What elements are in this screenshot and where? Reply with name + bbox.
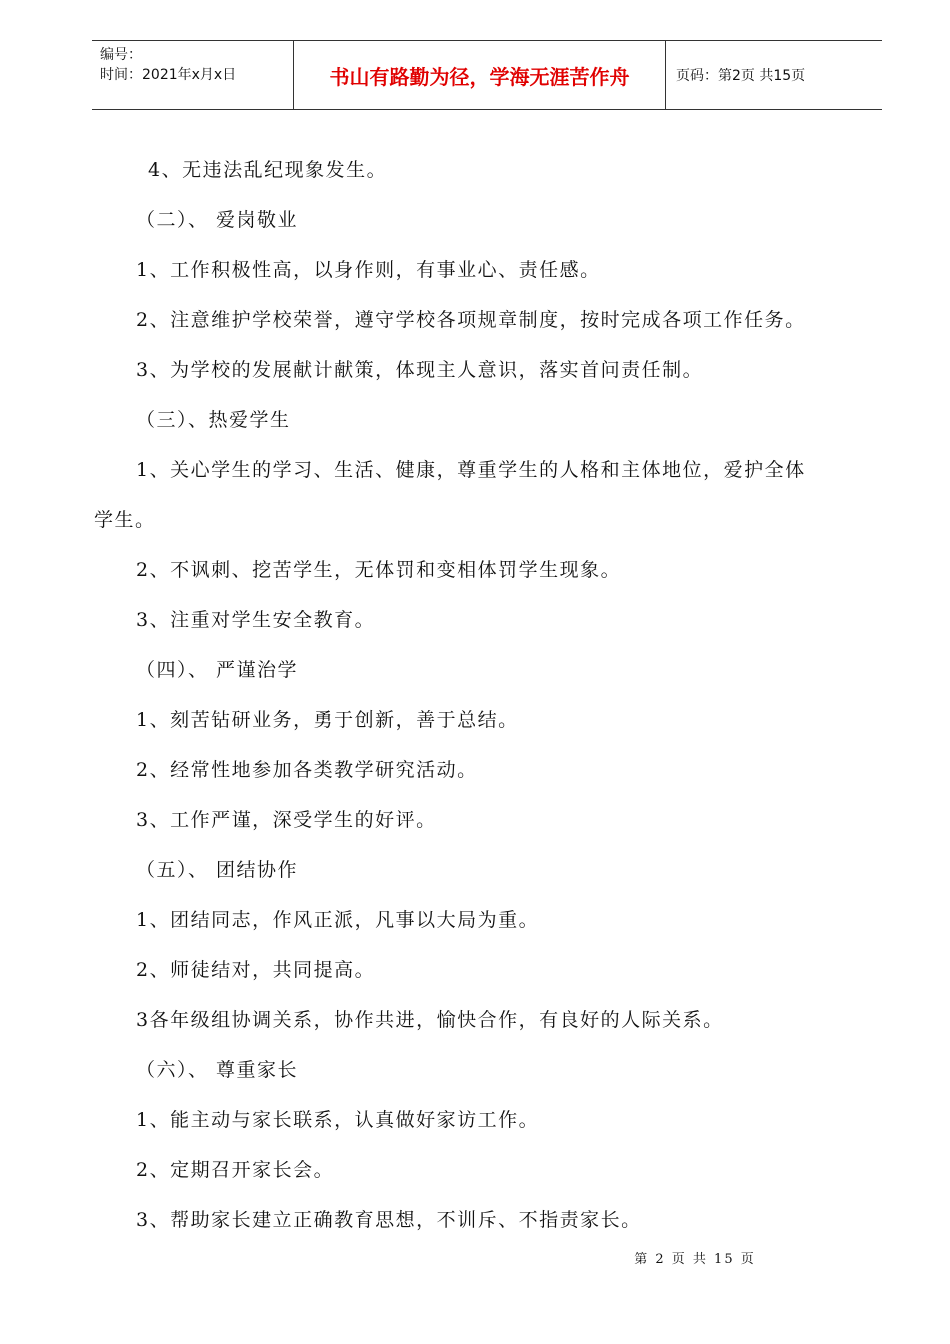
section-heading: （五）、 团结协作 xyxy=(136,859,299,881)
body-line: 1、关心学生的学习、生活、健康，尊重学生的人格和主体地位，爱护全体 xyxy=(136,459,806,481)
body-line: 2、师徒结对，共同提高。 xyxy=(136,959,376,981)
body-line: 4、无违法乱纪现象发生。 xyxy=(148,159,388,181)
body-line: 3、为学校的发展献计献策，体现主人意识，落实首问责任制。 xyxy=(136,359,704,381)
body-line: 3、注重对学生安全教育。 xyxy=(136,609,376,631)
section-heading: （四）、 严谨治学 xyxy=(136,659,299,681)
body-line: 2、定期召开家长会。 xyxy=(136,1159,335,1181)
body-line: 1、工作积极性高，以身作则，有事业心、责任感。 xyxy=(136,259,601,281)
body-line: 3各年级组协调关系，协作共进，愉快合作，有良好的人际关系。 xyxy=(136,1009,724,1031)
body-line: 3、帮助家长建立正确教育思想，不训斥、不指责家长。 xyxy=(136,1209,642,1231)
body-line: 2、不讽刺、挖苦学生，无体罚和变相体罚学生现象。 xyxy=(136,559,622,581)
body-line: 1、团结同志，作风正派，凡事以大局为重。 xyxy=(136,909,540,931)
header-motto: 书山有路勤为径，学海无涯苦作舟 xyxy=(294,41,666,109)
section-heading: （三）、热爱学生 xyxy=(136,409,291,431)
section-heading: （二）、 爱岗敬业 xyxy=(136,209,299,231)
body-line: 1、刻苦钻研业务，勇于创新，善于总结。 xyxy=(136,709,519,731)
body-line: 学生。 xyxy=(94,509,156,531)
header-page-number: 页码：第2页 共15页 xyxy=(676,68,806,84)
header-time: 时间：2021年x月x日 xyxy=(100,67,237,83)
header-meta xyxy=(92,41,294,109)
body-line: 3、工作严谨，深受学生的好评。 xyxy=(136,809,437,831)
body-line: 1、能主动与家长联系，认真做好家访工作。 xyxy=(136,1109,540,1131)
page-header xyxy=(92,40,882,110)
page-footer: 第 2 页 共 15 页 xyxy=(634,1252,756,1267)
body-line: 2、经常性地参加各类教学研究活动。 xyxy=(136,759,478,781)
header-bianhao: 编号： xyxy=(100,47,142,63)
section-heading: （六）、 尊重家长 xyxy=(136,1059,299,1081)
body-line: 2、注意维护学校荣誉，遵守学校各项规章制度，按时完成各项工作任务。 xyxy=(136,309,806,331)
